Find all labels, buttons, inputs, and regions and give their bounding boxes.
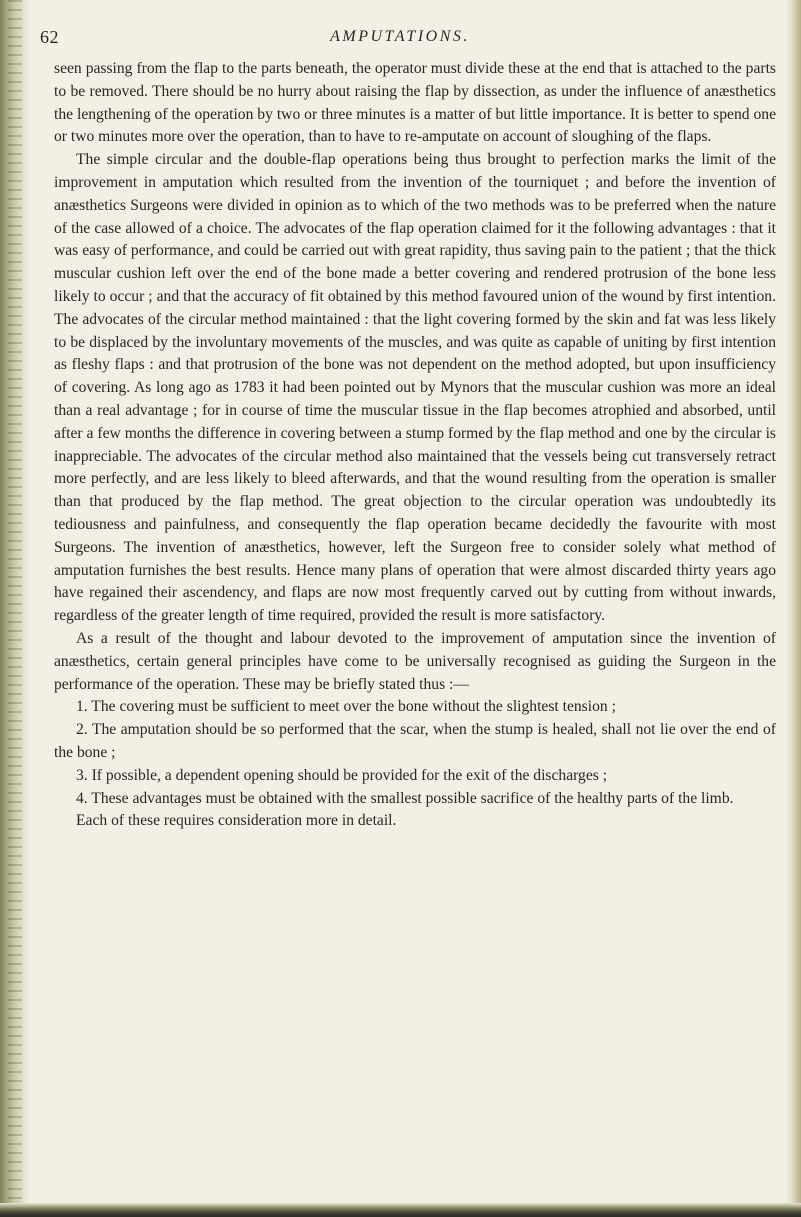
binding-stitching bbox=[8, 0, 22, 1217]
principle-item-3: 3. If possible, a dependent opening should be provided for the exit of the discharges ; bbox=[76, 766, 608, 784]
paragraph-flap-vs-circular: The simple circular and the double-flap operations being thus brought to perfection marks the limit of the improvement in amputation which resulted from the invention of the tourniquet ; and before the invention of anæsthetics Surgeons were divided in opinion as to which of the two methods was to be preferred when the nature of the case allowed of a choice. The advocates of the flap operation claimed for it the following advantages : that it was easy of performance, and could be carried out with great rapidity, thus saving pain to the patient ; that the thick muscular cushion left over the end of the bone made a better covering and rendered protrusion of the bone less likely to occur ; and that the accuracy of fit obtained by this method favoured union of the wound by first intention. The advocates of the circular method maintained : that the light covering formed by the skin and fat was less likely to be displaced by the involuntary movements of the muscles, and was quite as capable of uniting by first intention as fleshy flaps : and that protrusion of the bone was not dependent on the method adopted, but upon insufficiency of covering. As long ago as 1783 it had been pointed out by Mynors that the muscular cushion was more an ideal than a real advantage ; for in course of time the muscular tissue in the flap becomes atrophied and absorbed, until after a few months the difference in covering between a stump formed by the flap method and one by the circular is inappreciable. The advocates of the circular method also maintained that the vessels being cut transversely retract more perfectly, and are less likely to bleed afterwards, and that the wound resulting from the operation is smaller than that produced by the flap method. The great objection to the circular operation was undoubtedly its tediousness and painfulness, and consequently the flap operation became decidedly the favourite with most Surgeons. The invention of anæsthetics, however, left the Surgeon free to consider solely what method of amputation furnishes the best results. Hence many plans of operation that were almost discarded thirty years ago have regained their ascendency, and flaps are now most frequently carved out by cutting from without inwards, regardless of the greater length of time required, provided the result is more satisfactory. bbox=[54, 151, 776, 625]
running-title: AMPUTATIONS. bbox=[330, 28, 470, 45]
book-page bbox=[40, 0, 790, 830]
closing-paragraph: Each of these requires consideration more in detail. bbox=[76, 812, 397, 830]
principle-item-1: 1. The covering must be sufficient to meet over the bone without the slightest tension ; bbox=[76, 698, 616, 716]
principle-item-4: 4. These advantages must be obtained with the smallest possible sacrifice of the healthy parts of the limb. bbox=[76, 789, 734, 807]
page-bottom-edge bbox=[0, 1203, 801, 1217]
paragraph-continued: seen passing from the flap to the parts beneath, the operator must divide these at the end that is attached to the parts to be removed. There should be no hurry about raising the flap by dissection, as under the influence of anæsthetics the lengthening of the operation by two or three minutes is a matter of but little importance. It is better to spend one or two minutes more over the operation, than to have to re-amputate on account of sloughing of the flaps. bbox=[54, 60, 776, 146]
principle-item-2: 2. The amputation should be so performed that the scar, when the stump is healed, shall not lie over the end of the bone ; bbox=[54, 721, 776, 761]
page-body bbox=[54, 58, 776, 833]
paragraph-general-principles: As a result of the thought and labour devoted to the improvement of amputation since the invention of anæsthetics, certain general principles have come to be universally recognised as guiding the Surgeon in the performance of the operation. These may be briefly stated thus :— bbox=[54, 629, 776, 693]
page-number: 62 bbox=[40, 27, 59, 47]
page-right-edge bbox=[785, 0, 801, 1217]
page-header bbox=[40, 0, 790, 58]
